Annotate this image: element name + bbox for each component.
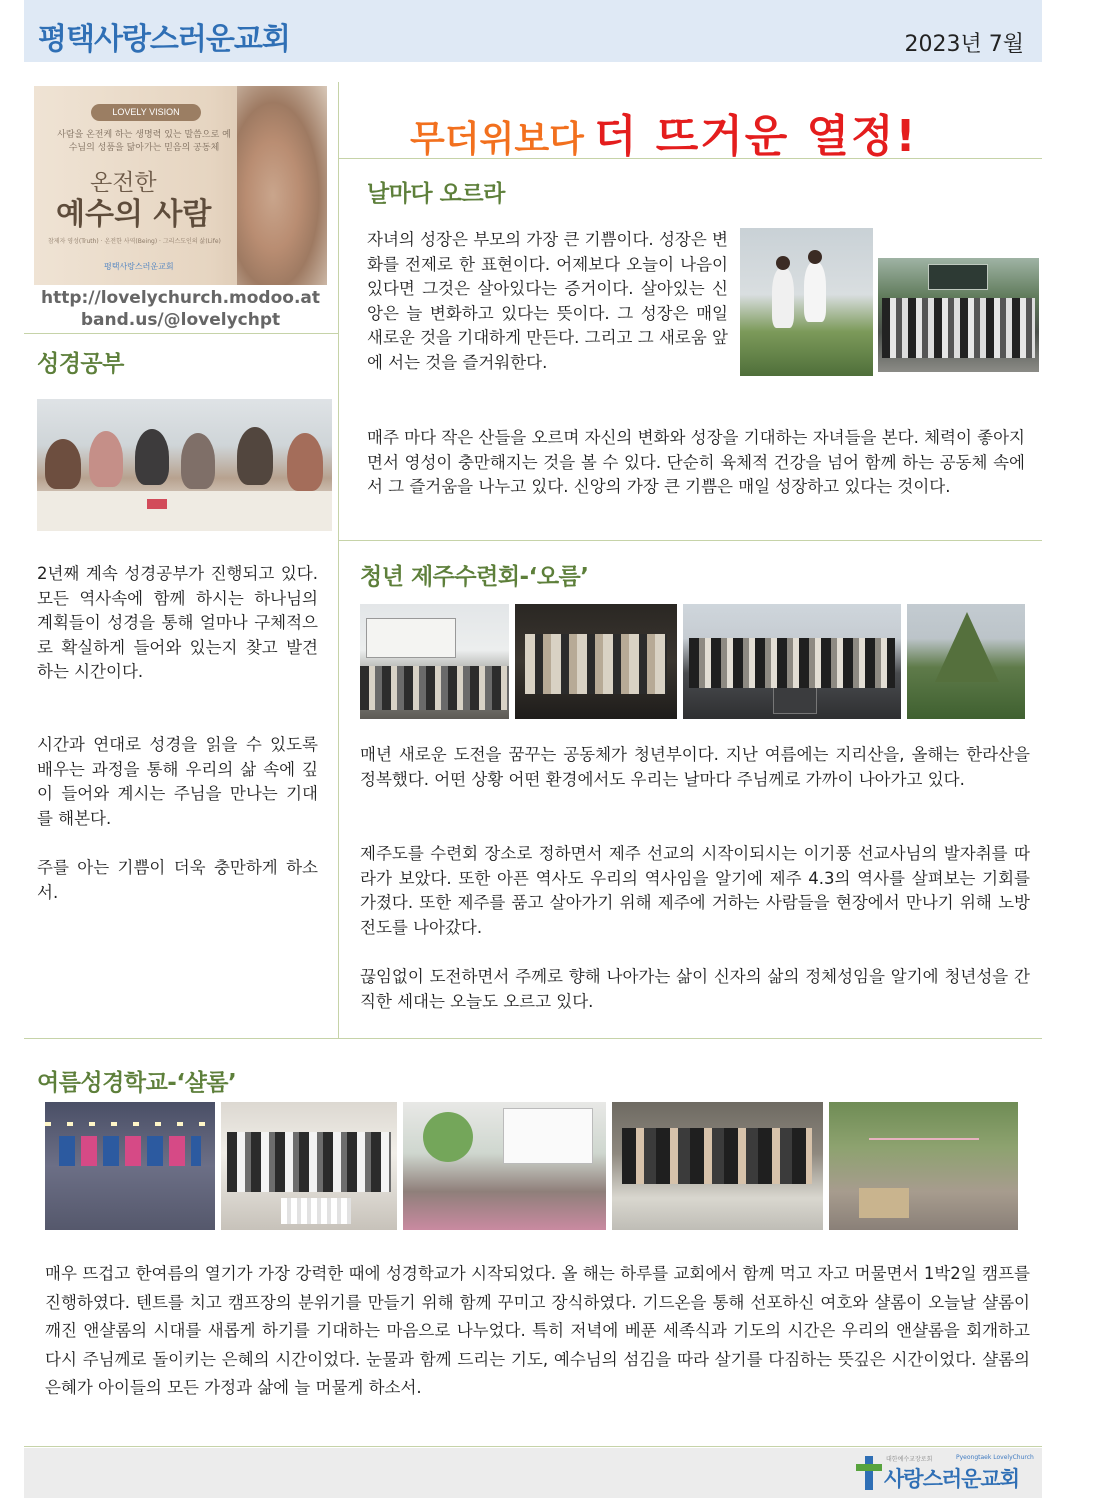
church-name: 평택사랑스러운교회 (38, 22, 290, 57)
bible-study-paragraph-3: 주를 아는 기쁨이 더욱 충만하게 하소서. (37, 858, 318, 902)
daily-climb-paragraph-1: 자녀의 성장은 부모의 가장 큰 기쁨이다. 성장은 변화를 전제로 한 표현이다. 어제보다 오늘이 나음이 있다면 그것은 살아있다는 증거이다. 살아있는 신앙은 늘 변화하고 있다는 뜻이다. 그 성장은 매일 새로운 것을 기대하게 만든다. 그리고 그 새로움 앞에 서는 것을 즐거워한다. (367, 230, 728, 372)
issue-date: 2023년 7월 (904, 32, 1024, 57)
band-link[interactable]: band.us/@lovelychpt (80, 310, 281, 330)
retreat-worship-photo (515, 604, 677, 719)
homepage-link[interactable]: http://lovelychurch.modoo.at (40, 288, 321, 308)
page-footer (24, 1448, 1042, 1498)
retreat-summit-photo (683, 604, 901, 719)
vbs-heading: 여름성경학교-‘샬롬’ (37, 1070, 237, 1096)
church-logo (856, 1454, 1034, 1492)
hiking-jump-photo (740, 228, 873, 376)
headline-part2: 더 뜨거운 열정! (593, 111, 918, 162)
bible-study-paragraph-1: 2년째 계속 성경공부가 진행되고 있다. 모든 역사속에 함께 하시는 하나님의 계획들이 성경을 통해 얼마나 구체적으로 확실하게 들어와 있는지 찾고 발견하는 시간이다. (37, 564, 318, 681)
book-cover-image (34, 86, 327, 285)
hands-photo (237, 86, 327, 285)
headline-part1: 무더위보다 (410, 119, 584, 160)
cross-icon (856, 1456, 882, 1490)
hiking-group-photo (878, 258, 1039, 372)
vbs-paragraph: 매우 뜨겁고 한여름의 열기가 가장 강력한 때에 성경학교가 시작되었다. 올 해는 하루를 교회에서 함께 먹고 자고 머물면서 1박2일 캠프를 진행하였다. 텐트를 치고 캠프장의 분위기를 만들기 위해 함께 꾸미고 장식하였다. 기드온을 통해 선포하신 여호와 샬롬이 오늘날 샬롬이 깨진 앤샬롬의 시대를 새롭게 하기를 기대하는 마음으로 나누었다. 특히 저녁에 베푼 세족식과 기도의 시간은 우리의 앤샬롬을 회개하고 다시 주님께로 돌이키는 은혜의 시간이었다. 눈물과 함께 드리는 기도, 예수님의 섬김을 따라 살기를 다짐하는 뜻깊은 시간이었다. 샬롬의 은혜가 아이들의 모든 가정과 삶에 늘 머물게 하소서. (45, 1264, 1030, 1397)
divider-vbs (24, 1038, 1042, 1039)
column-divider (338, 82, 339, 1038)
bible-study-heading: 성경공부 (37, 351, 124, 377)
vbs-crafts-photo (403, 1102, 606, 1230)
book-logo-text: 평택사랑스러운교회 (104, 262, 174, 271)
youth-retreat-paragraph-1: 매년 새로운 도전을 꿈꾸는 공동체가 청년부이다. 지난 여름에는 지리산을, 올해는 한라산을 정복했다. 어떤 상황 어떤 환경에서도 우리는 날마다 주님께로 가까이 나아가고 있다. (360, 745, 1030, 789)
footer-english-name: Pyeongtaek LovelyChurch (956, 1454, 1034, 1461)
book-small-text: 참제자 영성(Truth) · 온전한 사역(Being) · 그리스도인의 삶(Life) (48, 238, 221, 245)
footer-denomination: 대한예수교장로회 (886, 1456, 933, 1463)
vbs-games-photo (612, 1102, 823, 1230)
divider-climb (338, 540, 1042, 541)
youth-retreat-paragraph-3: 끊임없이 도전하면서 주께로 향해 나아가는 삶이 신자의 삶의 정체성임을 알기에 청년성을 간직한 세대는 오늘도 오르고 있다. (360, 967, 1030, 1011)
daily-climb-heading: 날마다 오르라 (367, 181, 505, 207)
divider-footer (24, 1446, 1042, 1447)
book-title-line2: 예수의 사람 (56, 197, 212, 232)
bible-study-paragraph-2: 시간과 연대로 성경을 읽을 수 있도록 배우는 과정을 통해 우리의 삶 속에 깊이 들어와 계시는 주님을 만나는 기대를 해본다. (37, 735, 318, 828)
bible-study-photo (37, 399, 332, 531)
divider-left-url (24, 333, 338, 334)
youth-retreat-heading: 청년 제주수련회-‘오름’ (360, 564, 589, 590)
vbs-decoration-photo (45, 1102, 215, 1230)
youth-retreat-paragraph-2: 제주도를 수련회 장소로 정하면서 제주 선교의 시작이되시는 이기풍 선교사님의 발자취를 따라가 보았다. 또한 아픈 역사도 우리의 역사임을 알기에 제주 4.3의 역사를 살펴보는 기회를 가졌다. 또한 제주를 품고 살아가기 위해 제주에 거하는 사람들을 현장에서 만나기 위해 노방전도를 나아갔다. (360, 844, 1030, 937)
vbs-kids-photo (221, 1102, 397, 1230)
retreat-church-photo (360, 604, 509, 719)
book-subtitle: 사람을 온전케 하는 생명력 있는 말씀으로 예수님의 성품을 닮아가는 믿음의 공동체 (57, 130, 231, 153)
vbs-camp-photo (829, 1102, 1018, 1230)
footer-church-name: 사랑스러운교회 (884, 1467, 1020, 1491)
daily-climb-paragraph-2: 매주 마다 작은 산들을 오르며 자신의 변화와 성장을 기대하는 자녀들을 본다. 체력이 좋아지면서 영성이 충만해지는 것을 볼 수 있다. 단순히 육체적 건강을 넘어 함께 하는 공동체 속에서 그 즐거움을 나누고 있다. 신앙의 가장 큰 기쁨은 매일 성장하고 있다는 것이다. (367, 428, 1025, 496)
book-title-line1: 온전한 (90, 170, 157, 196)
newsletter-header (24, 0, 1042, 62)
page-headline (410, 100, 918, 164)
book-badge: LOVELY VISION (91, 104, 201, 121)
retreat-oreum-photo (907, 604, 1025, 719)
